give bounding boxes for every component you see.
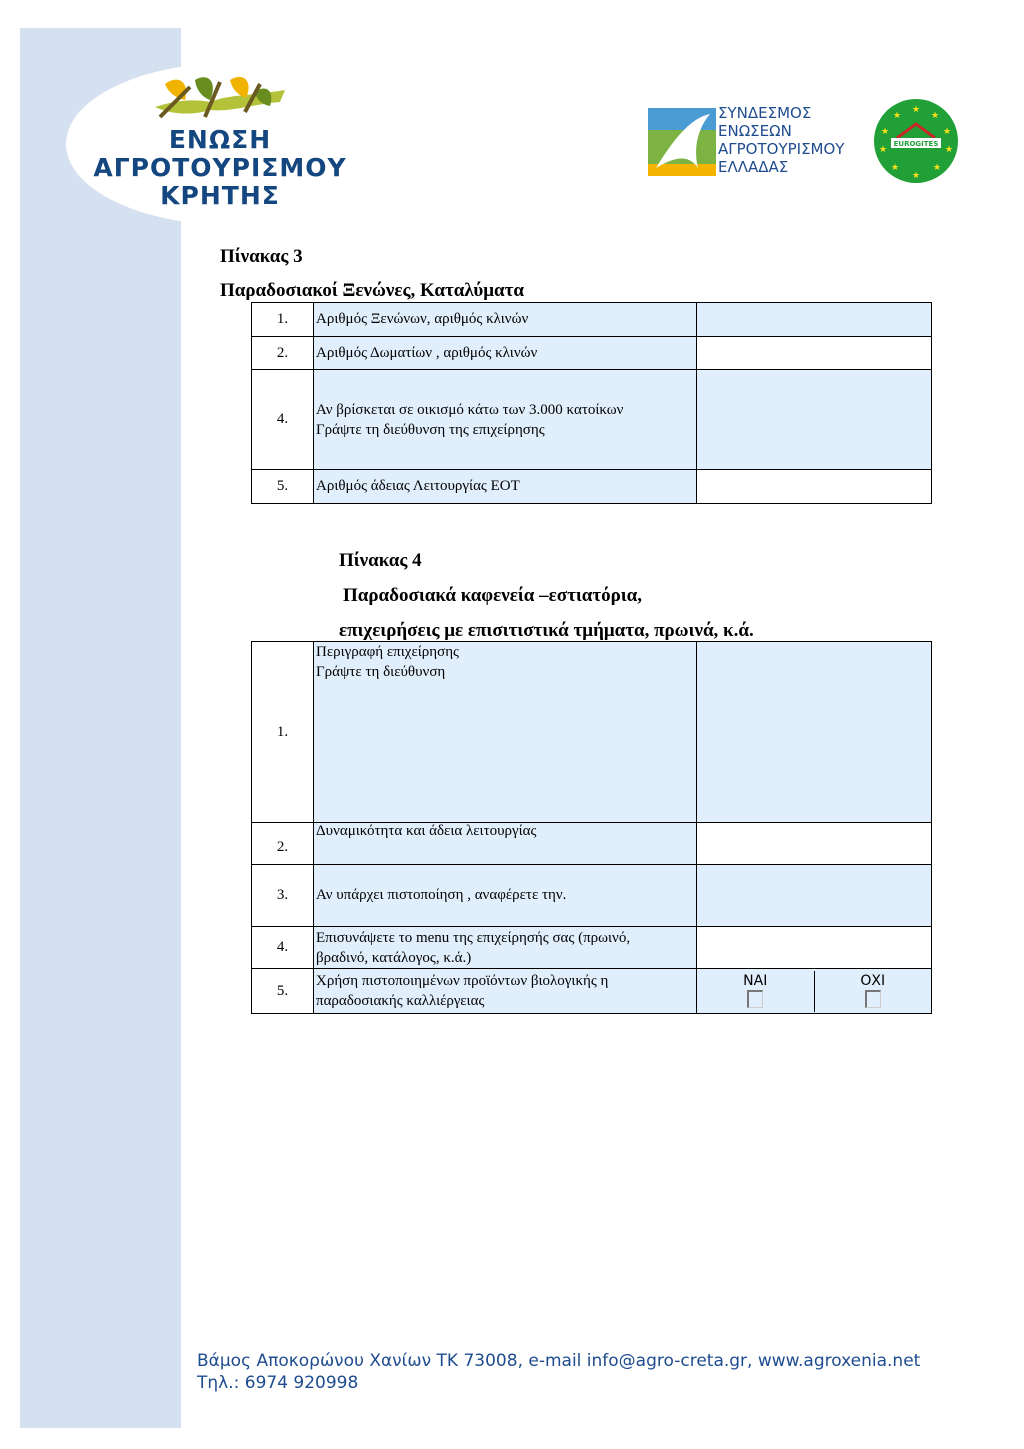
answer-field[interactable]	[697, 823, 932, 865]
answer-field[interactable]	[697, 470, 932, 504]
footer-address: Βάμος Αποκορώνου Χανίων ΤΚ 73008, e-mail info@agro-creta.gr, www.agroxenia.net	[197, 1351, 921, 1371]
row-label-line: Περιγραφή επιχείρησης	[316, 644, 459, 660]
row-number: 3.	[252, 865, 314, 927]
row-label-line: Επισυνάψετε το menu της επιχείρησής σας (πρωινό,	[316, 929, 631, 946]
table4-subtitle-line1: Παραδοσιακά καφενεία –εστιατόρια,	[343, 585, 643, 606]
row-label	[314, 470, 697, 504]
row-label-line: Δυναμικότητα και άδεια λειτουργίας	[316, 823, 537, 839]
row-label	[314, 642, 697, 823]
left-logo-line: ΚΡΗΤΗΣ	[160, 181, 280, 210]
table3-title: Πίνακας 3	[220, 246, 303, 267]
left-logo-line: ΑΓΡΟΤΟΥΡΙΣΜΟΥ	[93, 153, 347, 182]
table-row	[252, 470, 932, 504]
row-number: 4.	[252, 927, 314, 969]
no-checkbox[interactable]	[865, 990, 881, 1008]
eurogites-logo-text: EUROGITES	[893, 140, 939, 148]
right-logo-line: ΕΛΛΑΔΑΣ	[718, 158, 789, 176]
footer-phone: Τηλ.: 6974 920998	[197, 1373, 359, 1393]
row-label-line: Χρήση πιστοποιημένων προϊόντων βιολογικής η	[316, 973, 609, 989]
svg-text:★: ★	[932, 162, 942, 172]
crete-olive-logo-icon	[150, 72, 290, 132]
table-row	[252, 303, 932, 337]
answer-field[interactable]	[697, 303, 932, 337]
row-label	[314, 969, 697, 1014]
row-number: 2.	[252, 337, 314, 370]
table-row	[252, 337, 932, 370]
svg-text:★: ★	[911, 170, 921, 180]
svg-text:★: ★	[942, 126, 952, 136]
answer-field[interactable]	[697, 642, 932, 823]
footer-bar	[66, 1354, 181, 1364]
row-label-line: Αριθμός Ξενώνων, αριθμός κλινών	[316, 311, 529, 327]
yes-option	[697, 971, 814, 1012]
row-label-line: Αν υπάρχει πιστοποίηση , αναφέρετε την.	[316, 887, 567, 903]
row-number: 1.	[252, 642, 314, 823]
answer-field[interactable]	[697, 927, 932, 969]
table-row	[252, 865, 932, 927]
svg-text:★: ★	[892, 110, 902, 120]
row-label	[314, 927, 697, 969]
table4-subtitle-line2: επιχειρήσεις με επισιτιστικά τμήματα, πρωινά, κ.ά.	[339, 620, 754, 641]
table3	[251, 302, 932, 504]
svg-text:★: ★	[930, 110, 940, 120]
right-logo-text	[718, 104, 844, 176]
right-logo-line: ΕΝΩΣΕΩΝ	[718, 122, 792, 140]
row-number: 5.	[252, 470, 314, 504]
table-row	[252, 927, 932, 969]
svg-text:★: ★	[911, 104, 921, 114]
row-label-line: βραδινό, κατάλογος, κ.ά.)	[316, 949, 472, 966]
no-label: ΟΧΙ	[860, 972, 886, 989]
table-row	[252, 969, 932, 1014]
yes-no-cell	[697, 969, 932, 1014]
svg-text:★: ★	[944, 144, 954, 154]
yes-label: ΝΑΙ	[743, 972, 768, 989]
row-label	[314, 823, 697, 865]
row-label	[314, 865, 697, 927]
table-row	[252, 642, 932, 823]
table4	[251, 641, 932, 1014]
left-logo-text	[80, 126, 360, 210]
no-option	[814, 971, 932, 1012]
table3-subtitle: Παραδοσιακοί Ξενώνες, Καταλύματα	[220, 280, 525, 301]
right-logo-line: ΑΓΡΟΤΟΥΡΙΣΜΟΥ	[718, 140, 845, 158]
svg-text:★: ★	[878, 144, 888, 154]
svg-text:★: ★	[890, 162, 900, 172]
row-label	[314, 370, 697, 470]
row-label	[314, 337, 697, 370]
left-logo-line: ΕΝΩΣΗ	[168, 125, 272, 154]
row-label-line: Αριθμός άδειας Λειτουργίας ΕΟΤ	[316, 478, 520, 494]
row-label-line: Γράψτε τη διεύθυνση	[316, 664, 446, 680]
row-number: 5.	[252, 969, 314, 1014]
footer	[197, 1350, 920, 1394]
row-number: 4.	[252, 370, 314, 470]
table-row	[252, 823, 932, 865]
right-logo-line: ΣΥΝΔΕΣΜΟΣ	[718, 104, 812, 122]
row-label-line: Αν βρίσκεται σε οικισμό κάτω των 3.000 κατοίκων	[316, 401, 624, 418]
yes-checkbox[interactable]	[747, 990, 763, 1008]
row-label-line: Γράψτε τη διεύθυνση της επιχείρησης	[316, 421, 545, 438]
row-label-line: παραδοσιακής καλλιέργειας	[316, 993, 485, 1009]
row-label-line: Αριθμός Δωματίων , αριθμός κλινών	[316, 344, 538, 361]
answer-field[interactable]	[697, 370, 932, 470]
eurogites-logo-icon	[873, 98, 959, 184]
row-label	[314, 303, 697, 337]
row-number: 2.	[252, 823, 314, 865]
side-band	[20, 28, 181, 1428]
table-row	[252, 370, 932, 470]
table4-title: Πίνακας 4	[339, 550, 422, 571]
syndesmos-logo-icon	[648, 108, 716, 176]
answer-field[interactable]	[697, 337, 932, 370]
answer-field[interactable]	[697, 865, 932, 927]
svg-text:★: ★	[880, 126, 890, 136]
row-number: 1.	[252, 303, 314, 337]
